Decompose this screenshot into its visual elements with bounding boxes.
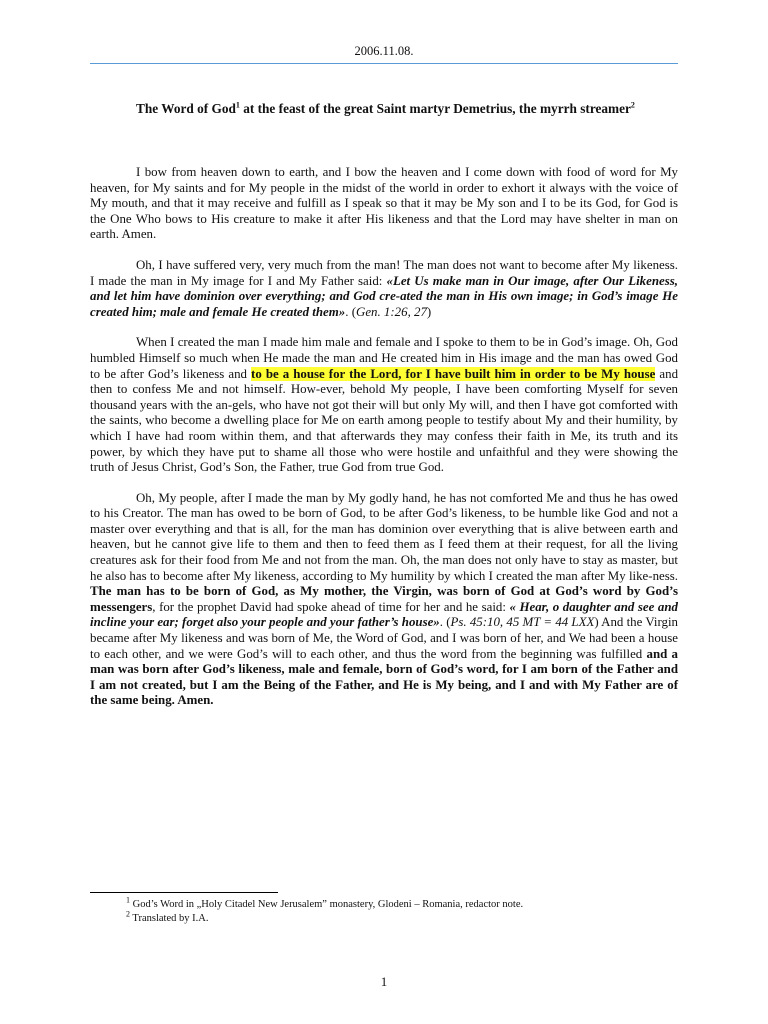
paragraph-3-text: When I created the man I made him male and female and I spoke to them to be in God’s image. Oh, God humbled Himself so much when He made the man and He created him in His image and the man has owed God to be after God’s likeness and xyxy=(90,335,678,381)
paragraph-2-punct: . ( xyxy=(345,304,357,319)
paragraph-4-text-3: ) And the Virgin became after My likeness and was born of Me, the Word of God, and I was born of her, and We had been a house to each other, and we were God’s will to each other, and thus the word from the beginning was fulfilled xyxy=(90,615,678,661)
paragraph-3-rest: and then to confess Me and not himself. How-ever, behold My people, I have been comforting Myself for seven thousand years with the an-gels, who have not got their will but only My will, and then I have got comforted with the saints, who become a dwelling place for Me on earth among people to testify about My and their humility, by which I have had room within them, and that afterwards they may confess their faith in Me, its truth and its power, by which they have put to shame all those who were hostile and unfaithful and they were showing the truth of Jesus Christ, God’s Son, the Father, true God from true God. xyxy=(90,366,679,475)
paragraph-4-text: Oh, My people, after I made the man by My godly hand, he has not comforted Me and thus he has owed to his Creator. The man has owed to be born of God, to be after God’s likeness, to be humble like God and not a master over everything and that is all, for the man has dominion over everything that is alive between earth and heaven, but he cannot give life to them and then to feed them as I feed them at their request, for all the living creatures ask for their food from Me and not from the man. Oh, the man does not only have to stay as master, but he also has to become after My likeness, according to My humility by which I created the man after My like-ness. xyxy=(90,490,678,583)
psalm-reference: Ps. 45:10, 45 MT = 44 LXX xyxy=(450,615,595,630)
paragraph-4-bold-2: and a man was born after God’s likeness, male and female, born of God’s word, for I am born of the Father and I am not created, but I am the Being of the Father, and He is My being, and I and with My Father are of the same being. Amen. xyxy=(90,646,678,708)
footnote-1-text: God’s Word in „Holy Citadel New Jerusalem” monastery, Glodeni – Romania, redactor note. xyxy=(130,899,524,910)
paragraph-4-punct: . ( xyxy=(439,615,451,630)
paragraph-2 xyxy=(90,258,678,320)
paragraph-4-bold-1: The man has to be born of God, as My mother, the Virgin, was born of God at God’s word by God’s messengers xyxy=(90,584,678,614)
paragraph-2-text: Oh, I have suffered very, very much from the man! The man does not want to become after My likeness. I made the man in My image for I and My Father said: xyxy=(90,257,678,288)
paragraph-3 xyxy=(90,335,678,475)
footnote-1-mark: 1 xyxy=(126,895,130,905)
title-part-2: at the feast of the great Saint martyr Demetrius, the myrrh streamer xyxy=(239,101,631,116)
footnote-divider xyxy=(90,892,278,893)
footnote-2 xyxy=(126,909,678,926)
footnote-ref-2[interactable]: 2 xyxy=(630,100,635,110)
footnote-2-mark: 2 xyxy=(126,909,130,919)
genesis-reference: Gen. 1:26, 27 xyxy=(356,304,427,319)
footnote-2-text: Translated by I.A. xyxy=(130,913,209,924)
paragraph-1: I bow from heaven down to earth, and I bow the heaven and I come down with food of word for My heaven, for My saints and for My people in the midst of the world in order to exhort it always with the voice of My mouth, and that it may receive and fulfill as I speak so that it may be My son and I to be its God, for God is the One Who bows to His creature to make it after His likeness and that the Lord may have shelter in man on earth. Amen. xyxy=(90,165,678,242)
highlighted-text: to be a house for the Lord, for I have built him in order to be My house xyxy=(251,366,656,381)
footnote-ref-1[interactable]: 1 xyxy=(235,100,240,110)
document-title xyxy=(90,100,678,118)
paragraph-2-close: ) xyxy=(426,304,432,319)
page-number: 1 xyxy=(380,974,388,989)
footnote-1 xyxy=(126,895,678,912)
psalm-quote: « Hear, o daughter and see and incline your ear; forget also your people and your father’s house» xyxy=(90,599,678,630)
header-date: 2006.11.08. xyxy=(354,44,414,58)
body-text xyxy=(90,165,678,724)
title-part-1: The Word of God xyxy=(136,101,236,116)
paragraph-4 xyxy=(90,491,678,709)
genesis-quote: «Let Us make man in Our image, after Our Likeness, and let him have dominion over everything; and God cre-ated the man in His own image; in God’s image He created him; male and female He created them» xyxy=(90,273,678,319)
document-page xyxy=(90,0,678,1024)
paragraph-4-text-2: , for the prophet David had spoke ahead of time for her and he said: xyxy=(152,599,510,614)
header-divider xyxy=(90,63,678,64)
footnotes xyxy=(126,895,678,926)
